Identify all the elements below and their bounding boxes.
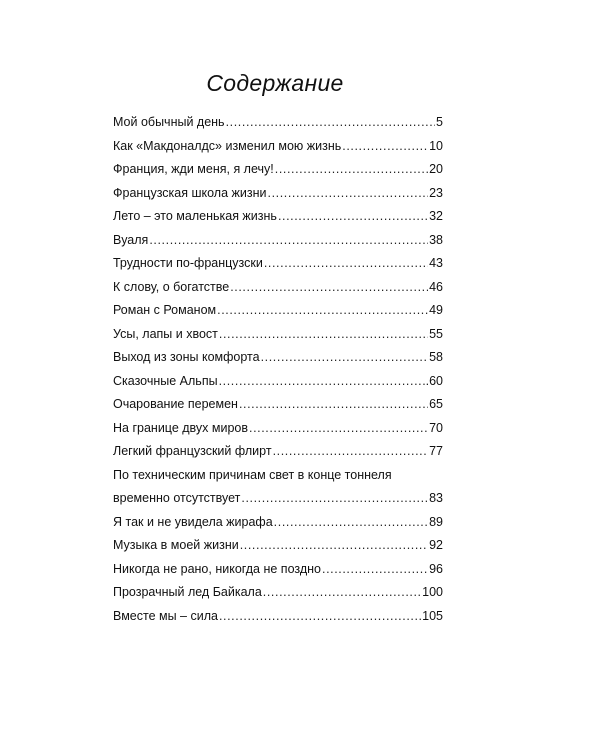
toc-leader-dots <box>342 139 428 153</box>
toc-leader-dots <box>149 233 428 247</box>
toc-leader-dots <box>219 327 428 341</box>
toc-leader-dots <box>263 585 421 599</box>
toc-entry <box>113 585 443 599</box>
toc-leader-dots <box>264 256 428 270</box>
toc-title: Содержание <box>206 70 344 96</box>
toc-entry <box>113 538 443 552</box>
toc-entry-title-line1: По техническим причинам свет в конце тоннеля <box>113 467 392 482</box>
toc-leader-dots <box>241 491 428 505</box>
toc-entry <box>113 350 443 364</box>
toc-entry <box>113 186 443 200</box>
toc-entry-page: 20 <box>429 162 443 176</box>
toc-entry-page: 38 <box>429 232 443 247</box>
toc-entry-page: 70 <box>429 420 443 435</box>
toc-entry-title: Выход из зоны комфорта <box>113 350 260 364</box>
toc-entry-page: 49 <box>429 303 443 317</box>
toc-entry-page: 10 <box>429 138 443 153</box>
toc-entry-title: Сказочные Альпы <box>113 373 218 388</box>
toc-entry <box>113 303 443 317</box>
toc-entry-page: 96 <box>429 561 443 576</box>
toc-entry-page: 23 <box>429 185 443 200</box>
toc-entry <box>113 515 443 529</box>
toc-leader-dots <box>274 515 428 529</box>
toc-entry-page: 77 <box>429 444 443 458</box>
toc-leader-dots <box>240 538 428 552</box>
toc-leader-dots <box>261 350 429 364</box>
toc-entry <box>113 468 443 506</box>
toc-entry-title: Музыка в моей жизни <box>113 538 239 552</box>
toc-entry-title: Легкий французский флирт <box>113 444 272 458</box>
toc-entry <box>113 374 443 388</box>
toc-entry-page: 58 <box>429 350 443 364</box>
toc-entry-title: Усы, лапы и хвост <box>113 326 218 341</box>
toc-entry-title: Вместе мы – сила <box>113 608 218 623</box>
toc-entry <box>113 139 443 153</box>
toc-entry <box>113 609 443 623</box>
toc-entry-title: Лето – это маленькая жизнь <box>113 209 277 223</box>
toc-leader-dots <box>275 162 428 176</box>
toc-entry-title: Я так и не увидела жирафа <box>113 514 273 529</box>
toc-entry-page: 55 <box>429 326 443 341</box>
toc-entry <box>113 444 443 458</box>
toc-entry <box>113 421 443 435</box>
toc-leader-dots <box>278 209 428 223</box>
toc-entry-page: 65 <box>429 397 443 411</box>
toc-entry-title: Трудности по-французски <box>113 256 263 270</box>
toc-entry-page: .60 <box>425 373 443 388</box>
toc-list <box>113 115 443 632</box>
toc-entry-page: 92 <box>429 538 443 552</box>
toc-entry-title: Франция, жди меня, я лечу! <box>113 162 274 176</box>
toc-entry-page: 100 <box>422 585 443 599</box>
toc-entry-page: 5 <box>436 115 443 129</box>
toc-entry-page: 32 <box>429 209 443 223</box>
toc-entry <box>113 397 443 411</box>
toc-entry-title: На границе двух миров <box>113 420 248 435</box>
toc-entry-page: 89 <box>429 514 443 529</box>
toc-entry-title: Роман с Романом <box>113 303 217 317</box>
toc-entry <box>113 115 443 129</box>
toc-entry <box>113 162 443 176</box>
toc-entry-page: 46 <box>429 279 443 294</box>
toc-entry <box>113 256 443 270</box>
toc-leader-dots <box>217 303 428 317</box>
toc-entry-title: временно отсутствует <box>113 491 241 505</box>
toc-entry <box>113 233 443 247</box>
toc-entry-title: Как «Макдоналдс» изменил мою жизнь <box>113 138 342 153</box>
toc-entry-page: 105 <box>422 608 443 623</box>
toc-leader-dots <box>219 374 425 388</box>
toc-leader-dots <box>273 444 429 458</box>
toc-entry <box>113 562 443 576</box>
toc-entry-title: Очарование перемен <box>113 397 238 411</box>
toc-leader-dots <box>230 280 428 294</box>
toc-entry-title: Прозрачный лед Байкала <box>113 585 262 599</box>
toc-entry <box>113 327 443 341</box>
toc-leader-dots <box>249 421 428 435</box>
toc-leader-dots <box>322 562 428 576</box>
toc-entry-page: 83 <box>429 491 443 505</box>
toc-entry <box>113 280 443 294</box>
toc-leader-dots <box>239 397 428 411</box>
toc-entry <box>113 209 443 223</box>
toc-entry-title: К слову, о богатстве <box>113 279 230 294</box>
toc-leader-dots <box>268 186 429 200</box>
toc-entry-page: 43 <box>429 256 443 270</box>
toc-leader-dots <box>219 609 421 623</box>
toc-entry-title: Никогда не рано, никогда не поздно <box>113 561 321 576</box>
toc-entry-title: Вуаля <box>113 232 149 247</box>
toc-leader-dots <box>226 115 435 129</box>
toc-entry-title: Мой обычный день <box>113 115 225 129</box>
toc-entry-title: Французская школа жизни <box>113 185 267 200</box>
